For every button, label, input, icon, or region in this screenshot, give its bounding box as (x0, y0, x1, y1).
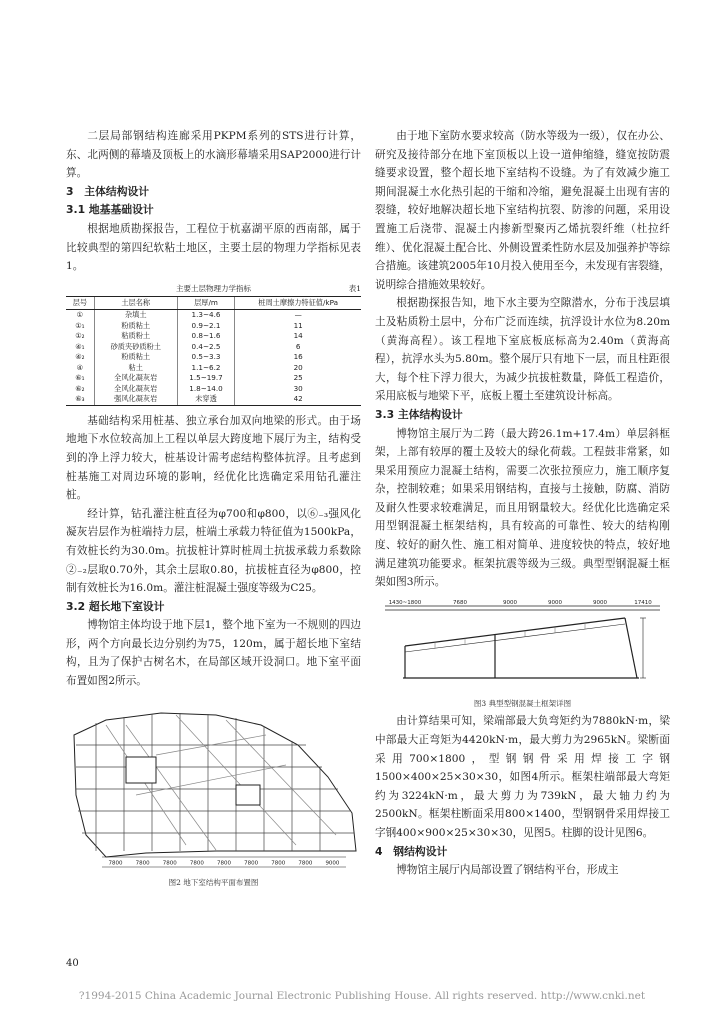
frame-dimension-label: 9000 (548, 599, 562, 606)
table-cell: 强风化凝灰岩 (94, 394, 177, 405)
copyright-footer: ?1994-2015 China Academic Journal Electronic Publishing House. All rights reserved. http://www.cnki.net (78, 990, 646, 1002)
span-dimension-label: 9000 (325, 860, 340, 867)
courtyard-opening (126, 757, 156, 783)
span-dimension-label: 7800 (108, 860, 123, 867)
figure-3 (375, 596, 670, 711)
table-header-cell: 层号 (66, 296, 94, 310)
soil-properties-table (66, 296, 361, 406)
table1-number: 表1 (348, 283, 361, 293)
basement-paragraph: 博物馆主体均设于地下层1，整个地下室为一不规则的四边形，两个方向最长边分别约为75，120m，属于超长地下室结构，且为了保护古树名木，在局部区域开设洞口。地下室平面布置如图2所示。 (66, 619, 361, 688)
frame-dimension-label: 17410 (634, 599, 652, 606)
span-dimension-label: 7800 (298, 860, 313, 867)
table-cell: 6 (235, 342, 361, 353)
table-cell: 20 (235, 363, 361, 374)
basement-outline (74, 713, 356, 857)
frame-members (403, 618, 639, 678)
table-cell: 0.9~2.1 (177, 321, 235, 332)
table-row (66, 352, 361, 363)
frame-dimension-label: 9000 (593, 599, 607, 606)
table-cell: 1.5~19.7 (177, 373, 235, 384)
left-column (66, 127, 361, 891)
main-structure-paragraph: 博物馆主展厅为二跨（最大跨26.1m+17.4m）单层斜框架，上部有较厚的覆土及较大的绿化荷载。工程鼓非常紧，如果采用预应力混凝土结构，需要二次张拉预应力，施工顺序复杂，控制较难；如果采用钢结构，直接与土接触，防腐、消防及耐久性要求较难满足，而且用钢量较大。经优化比选确定采用型钢混凝土框架结构，具有较高的可靠性、较大的结构刚度、较好的耐久性、施工相对简单、进度较快的特点，较好地满足建筑功能要求。框架抗震等级为三级。典型型钢混凝土框架如图3所示。 (375, 427, 670, 589)
table-cell: 全风化凝灰岩 (94, 373, 177, 384)
table-cell: 0.5~3.3 (177, 352, 235, 363)
table-cell: 粘质粉土 (94, 331, 177, 342)
table-cell: ④₂ (75, 352, 85, 362)
table-row (66, 310, 361, 321)
frame-dimension-label: 1430~1800 (388, 599, 422, 606)
table-header-cell: 层厚/m (177, 296, 235, 310)
table-cell: 16 (235, 352, 361, 363)
table-row (66, 331, 361, 342)
table-row (66, 321, 361, 332)
table-cell: 砂质夹砂质粉土 (94, 342, 177, 353)
groundwater-paragraph: 根据勘探报告知，地下水主要为空隙潜水，分布于浅层填土及粘质粉土层中，分布广泛而连续，抗浮设计水位为8.20m（黄海高程）。该工程地下室底板底标高为2.40m（黄海高程），抗浮水头为5.80m。整个展厅只有地下一层，而且柱距很大，每个柱下浮力很大，为减少抗拔桩数量，降低工程造价，采用底板与地梁下平，底板上覆土至建筑设计标高。 (375, 297, 670, 403)
table-cell: — (235, 310, 361, 321)
table-cell: 1.8~14.0 (177, 384, 235, 395)
table-cell: 杂填土 (94, 310, 177, 321)
section-3-1-heading: 3.1 地基基础设计 (66, 203, 154, 217)
table-cell: 11 (235, 321, 361, 332)
table-cell: 30 (235, 384, 361, 395)
section-3-1-paragraph: 根据地质勘探报告，工程位于杭嘉湖平原的西南部，属于比较典型的第四纪软粘土地区，主要土层的物理力学指标见表1。 (66, 222, 361, 273)
table-cell: ①₂ (75, 331, 85, 341)
table-header-cell: 土层名称 (94, 296, 177, 310)
rebar-hatching (435, 623, 585, 648)
basement-plan-drawing (66, 695, 361, 871)
table-cell: ⑥₃ (66, 394, 94, 405)
span-dimension-label: 7800 (189, 860, 204, 867)
table-cell: 粉质粘土 (94, 352, 177, 363)
table-row (66, 363, 361, 374)
span-dimension-label: 7800 (135, 860, 150, 867)
table-cell: 0.8~1.6 (177, 331, 235, 342)
table-cell: ④ (76, 362, 84, 372)
intro-paragraph: 二层局部钢结构连廊采用PKPM系列的STS进行计算，东、北两侧的幕墙及顶板上的水滴形幕墙采用SAP2000进行计算。 (66, 130, 361, 180)
table-cell: ④₁ (75, 341, 85, 351)
table-cell: ①₁ (75, 320, 85, 330)
table-cell: 粘土 (94, 363, 177, 374)
frame-dimension-label: 9000 (503, 599, 517, 606)
table-cell: ① (76, 310, 84, 320)
span-dimension-label: 7800 (162, 860, 177, 867)
table-header-cell: 桩周土摩擦力特征值/kPa (235, 296, 361, 310)
grid-lines (76, 713, 354, 851)
table-body (66, 310, 361, 406)
steel-structure-paragraph: 博物馆主展厅内局部设置了钢结构平台，形成主 (396, 864, 619, 877)
table-cell: 14 (235, 331, 361, 342)
right-column (375, 127, 670, 880)
table-cell: ⑥₁ (75, 373, 85, 383)
foundation-paragraph: 基础结构采用桩基、独立承台加双向地梁的形式。由于场地地下水位较高加上工程以单层大跨度地下展厅为主，结构受到的净上浮力较大，桩基设计需考虑结构整体抗浮。且考虑到桩基施工对周边环境的影响，经优化比选确定采用钻孔灌注桩。 (66, 414, 361, 502)
table-row (66, 373, 361, 384)
span-dimension-label: 7800 (244, 860, 259, 867)
section-4-heading: 4 钢结构设计 (375, 844, 448, 858)
section-3-2-heading: 3.2 超长地下室设计 (66, 599, 165, 613)
span-dimension-label: 7800 (271, 860, 286, 867)
section-3-heading: 3 主体结构设计 (66, 184, 150, 198)
figure-2-caption: 图2 地下室结构平面布置图 (168, 878, 259, 888)
frame-detail-drawing (375, 596, 670, 692)
figure-3-caption: 图3 典型型钢混凝土框架详图 (473, 699, 572, 709)
pile-paragraph: 经计算，钻孔灌注桩直径为φ700和φ800，以⑥₋₃强风化凝灰岩层作为桩端持力层，桩端土承载力特征值为1500kPa，有效桩长约为30.0m。抗拔桩计算时桩周土抗拔承载力系数除②₋₂层取0.70外，其余土层取0.80，抗拔桩直径为φ800，控制有效桩长为16.0m。灌注桩混凝土强度等级为C25。 (66, 507, 361, 595)
table1-caption-row (66, 282, 361, 296)
table-cell: 粉质粘土 (94, 321, 177, 332)
table-header-row (66, 296, 361, 310)
table-cell: 全风化凝灰岩 (94, 384, 177, 395)
table-cell: 0.4~2.5 (177, 342, 235, 353)
table-row (66, 342, 361, 353)
frame-dimension-label: 7680 (453, 599, 467, 606)
table-cell: ⑥₂ (75, 383, 85, 393)
table-cell: 未穿透 (177, 394, 235, 405)
table-row (66, 394, 361, 405)
span-dimension-label: 7800 (217, 860, 231, 867)
table-row (66, 384, 361, 395)
waterproof-paragraph: 由于地下室防水要求较高（防水等级为一级），仅在办公、研究及接待部分在地下室顶板以上设一道伸缩缝，缝宽按防震缝要求设置，整个超长地下室结构不设缝。为了有效减少施工期间混凝土水化热引起的干缩和冷缩，避免混凝土出现有害的裂缝，较好地解决超长地下室结构抗裂、防渗的问题，采用设置施工后浇带、混凝土内掺新型聚丙乙烯抗裂纤维（杜拉纤维）、优化混凝土配合比、外侧设置柔性防水层及加强养护等综合措施。该建筑2005年10月投入使用至今，未发现有害裂缝，说明综合措施效果较好。 (375, 130, 670, 291)
page-number: 40 (66, 958, 79, 969)
table-cell: 42 (235, 394, 361, 405)
calculation-paragraph: 由计算结果可知，梁端部最大负弯矩约为7880kN·m，梁中部最大正弯矩为4420kN·m，最大剪力为2965kN。梁断面采用700×1800，型钢钢骨采用焊接工字钢1500×400×25×30×30，如图4所示。框架柱端部最大弯矩约为3224kN·m，最大剪力为739kN，最大轴力约为2500kN。框架柱断面采用800×1400，型钢钢骨采用焊接工字钢400×900×25×30×30，见图5。柱脚的设计见图6。 (375, 715, 670, 839)
table1-caption: 主要土层物理力学指标 (176, 283, 251, 293)
table-cell: 1.1~6.2 (177, 363, 235, 374)
tree-opening (236, 785, 260, 805)
table-cell: 1.3~4.6 (177, 310, 235, 321)
section-3-3-heading: 3.3 主体结构设计 (375, 407, 463, 421)
figure-2 (66, 695, 361, 890)
table-cell: 25 (235, 373, 361, 384)
